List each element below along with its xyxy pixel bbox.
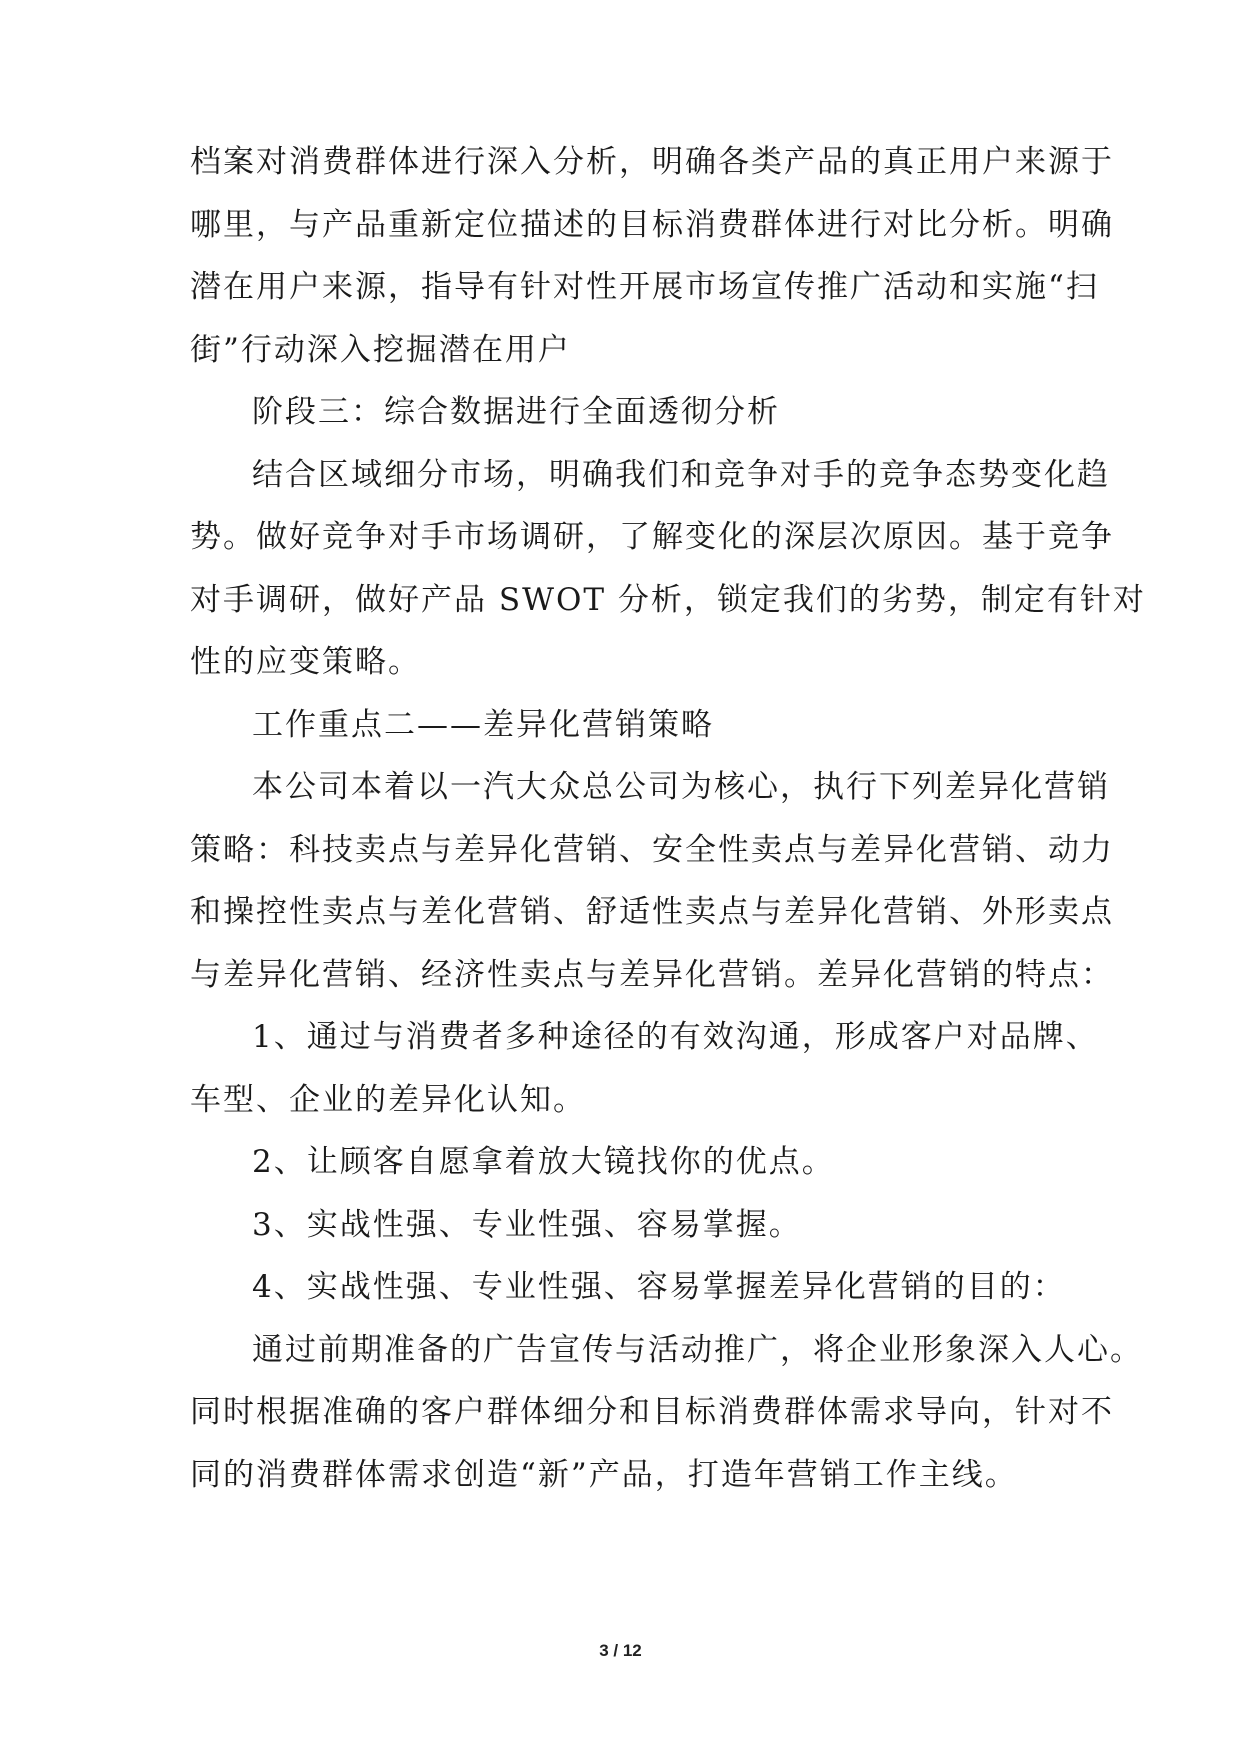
body-line: 结合区域细分市场，明确我们和竞争对手的竞争态势变化趋	[252, 457, 1110, 493]
body-line: 本公司本着以一汽大众总公司为核心，执行下列差异化营销	[252, 769, 1110, 805]
body-line: 哪里，与产品重新定位描述的目标消费群体进行对比分析。明确	[190, 207, 1114, 243]
list-item: 2、让顾客自愿拿着放大镜找你的优点。	[252, 1144, 835, 1180]
body-line: 对手调研，做好产品 SWOT 分析，锁定我们的劣势，制定有针对	[190, 582, 1146, 618]
body-line: 与差异化营销、经济性卖点与差异化营销。差异化营销的特点：	[190, 957, 1114, 993]
body-line: 同的消费群体需求创造“新”产品，打造年营销工作主线。	[190, 1457, 1018, 1493]
list-item: 1、通过与消费者多种途径的有效沟通，形成客户对品牌、	[252, 1019, 1099, 1055]
body-line: 通过前期准备的广告宣传与活动推广，将企业形象深入人心。	[252, 1332, 1143, 1368]
body-line: 同时根据准确的客户群体细分和目标消费群体需求导向，针对不	[190, 1394, 1114, 1430]
body-line: 势。做好竞争对手市场调研，了解变化的深层次原因。基于竞争	[190, 519, 1114, 555]
section-heading: 阶段三：综合数据进行全面透彻分析	[252, 394, 780, 430]
body-line: 策略：科技卖点与差异化营销、安全性卖点与差异化营销、动力	[190, 832, 1114, 868]
list-item-continuation: 车型、企业的差异化认知。	[190, 1082, 586, 1118]
body-line: 和操控性卖点与差化营销、舒适性卖点与差异化营销、外形卖点	[190, 894, 1114, 930]
body-line: 街”行动深入挖掘潜在用户	[190, 332, 571, 368]
list-item: 4、实战性强、专业性强、容易掌握差异化营销的目的：	[252, 1269, 1066, 1305]
list-item: 3、实战性强、专业性强、容易掌握。	[252, 1207, 802, 1243]
section-heading: 工作重点二——差异化营销策略	[252, 707, 714, 743]
body-line: 性的应变策略。	[190, 644, 421, 680]
body-line: 潜在用户来源，指导有针对性开展市场宣传推广活动和实施“扫	[190, 269, 1099, 305]
body-line: 档案对消费群体进行深入分析，明确各类产品的真正用户来源于	[190, 144, 1114, 180]
page-number: 3 / 12	[599, 1641, 642, 1660]
